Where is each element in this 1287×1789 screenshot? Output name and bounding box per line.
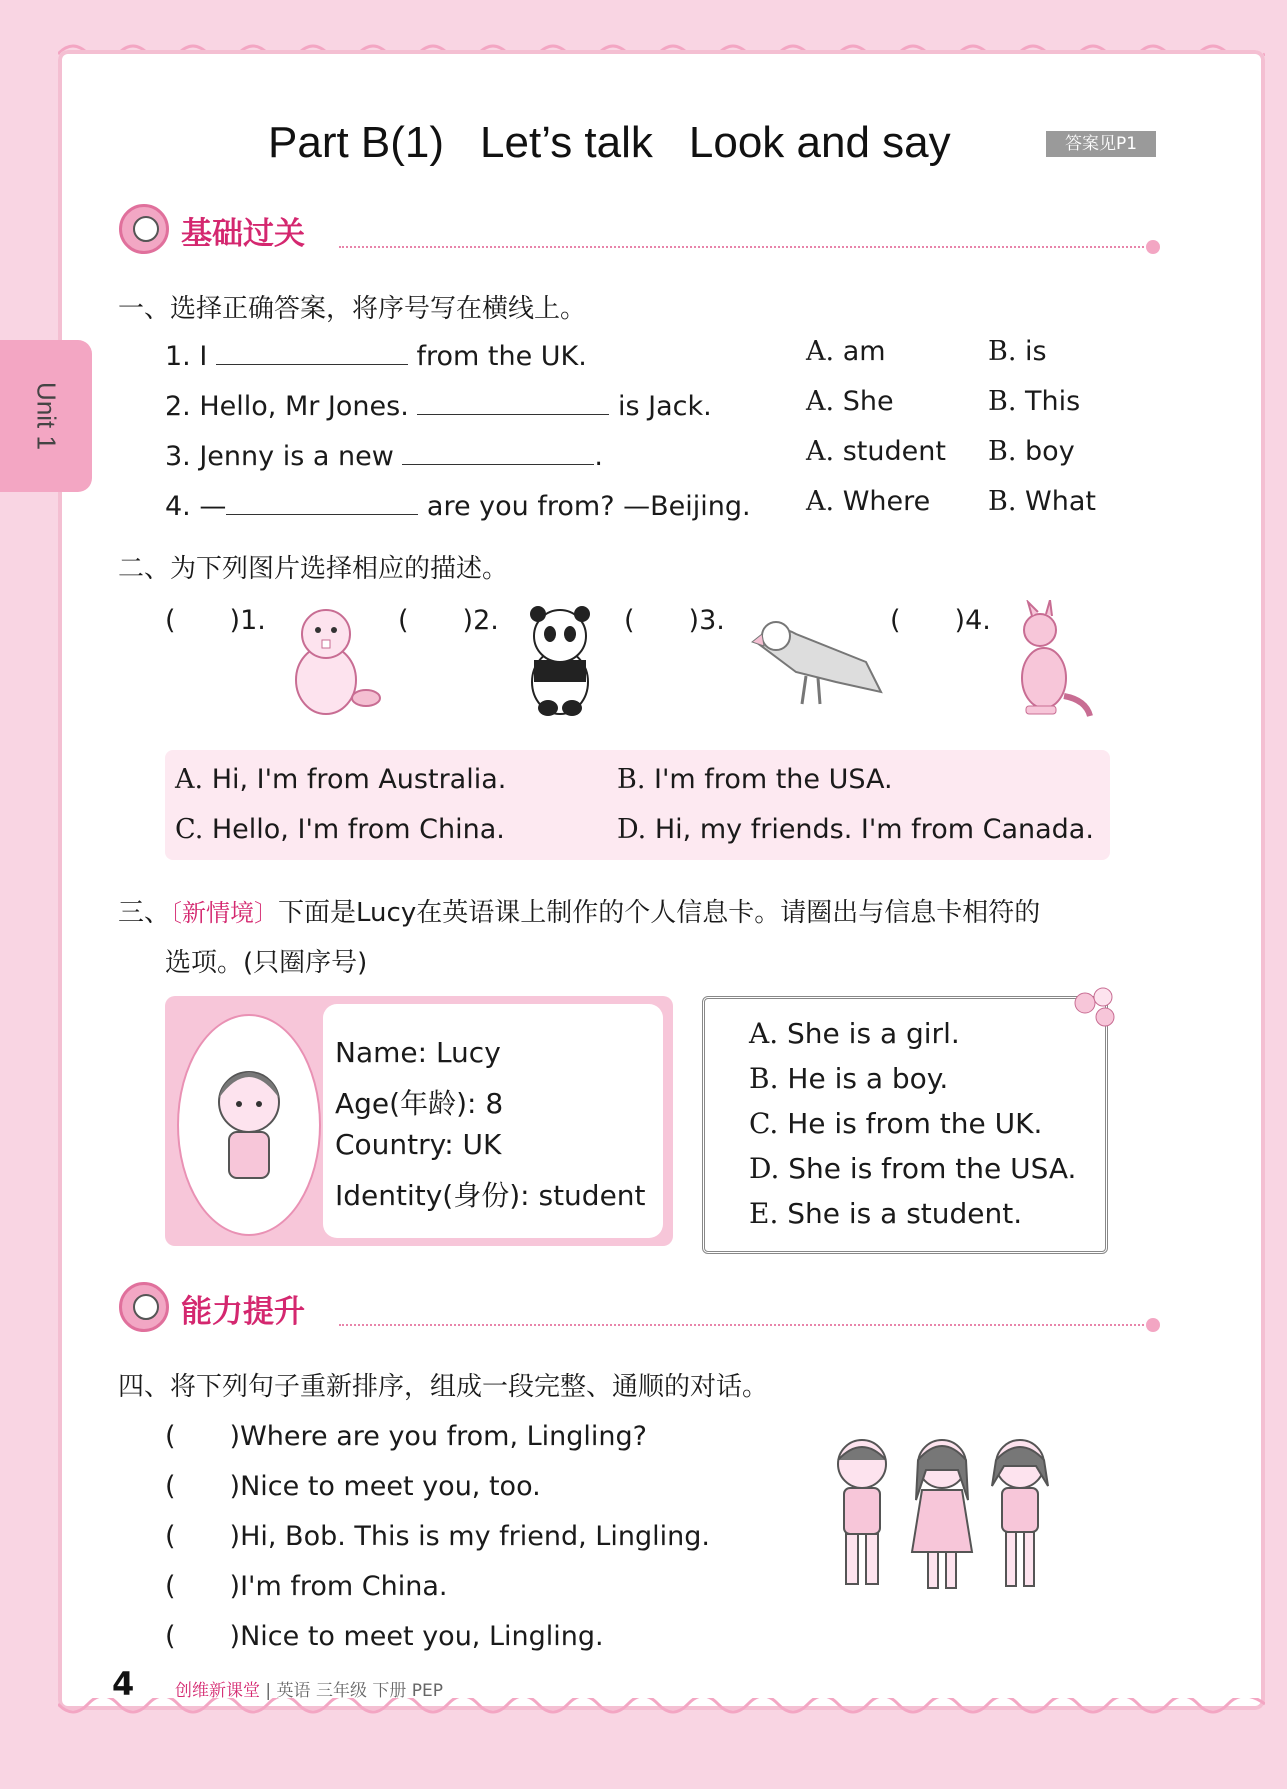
q2-answer-1[interactable] (165, 598, 266, 637)
kangaroo-icon (1010, 600, 1094, 720)
card-name: Name: Lucy (335, 1036, 501, 1069)
q1-item-3-post: . (594, 441, 603, 472)
option-text: is (1025, 336, 1047, 367)
bottom-wave-border (58, 1698, 1265, 1724)
option-text: She is from the USA. (788, 1152, 1077, 1185)
section-basic-header (115, 204, 1160, 260)
answer-blank[interactable] (417, 386, 609, 415)
q1-item-3-option-b[interactable] (988, 436, 1075, 467)
page-number: 4 (112, 1665, 135, 1703)
photo-oval (177, 1014, 321, 1236)
answer-blank[interactable] (226, 486, 418, 515)
choice-text: I'm from the USA. (654, 764, 893, 795)
option-text: This (1025, 386, 1081, 417)
q3-option-e[interactable] (749, 1197, 1022, 1230)
section-advanced-header (115, 1282, 1160, 1338)
divider-end-dot (1146, 1318, 1160, 1332)
title-part: Part B(1) (268, 118, 445, 167)
q1-item-1 (165, 336, 587, 372)
q1-item-2-option-b[interactable] (988, 386, 1080, 417)
choice-letter: A. (175, 764, 204, 795)
q1-item-4-pre: 4. — (165, 491, 227, 522)
option-text: Where (842, 486, 931, 517)
choice-text: Hi, my friends. I'm from Canada. (654, 814, 1094, 845)
choice-text: Hi, I'm from Australia. (211, 764, 507, 795)
dotted-divider (339, 246, 1144, 248)
q2-choice-b (617, 764, 893, 795)
option-letter: A. (749, 1017, 779, 1050)
dialogue-text: Nice to meet you, too. (240, 1471, 541, 1502)
q3-heading (118, 892, 1040, 929)
choice-letter: C. (175, 814, 204, 845)
option-letter: A. (806, 436, 835, 467)
choice-text: Hello, I'm from China. (211, 814, 505, 845)
q3-heading-2: 选项。(只圈序号) (165, 948, 368, 978)
q2-choice-d (617, 814, 1094, 845)
q1-item-2-post: is Jack. (609, 391, 712, 422)
choice-letter: D. (617, 814, 647, 845)
dialogue-text: I'm from China. (240, 1571, 448, 1602)
q2-answer-4[interactable] (890, 598, 991, 637)
option-letter: A. (806, 486, 835, 517)
option-letter: B. (749, 1062, 779, 1095)
item-number: 1. (240, 605, 266, 636)
card-age: Age(年龄): 8 (335, 1087, 504, 1120)
answer-paren: ( ) (624, 605, 700, 636)
page-title (268, 118, 951, 168)
beaver-icon (286, 600, 382, 718)
dialogue-text: Nice to meet you, Lingling. (240, 1621, 604, 1652)
item-number: 2. (473, 605, 499, 636)
q1-item-4-post: are you from? —Beijing. (418, 491, 751, 522)
q4-heading: 四、将下列句子重新排序，组成一段完整、通顺的对话。 (118, 1372, 769, 1402)
footer-edition: PEP (411, 1681, 444, 1701)
footer-separator: | (265, 1681, 272, 1701)
new-context-tag: 〔新情境〕 (170, 899, 279, 927)
q3-option-a[interactable] (749, 1017, 960, 1050)
dotted-divider (339, 1324, 1144, 1326)
footer-volume: 下册 (372, 1681, 407, 1701)
option-text: boy (1025, 436, 1075, 467)
answer-blank[interactable] (216, 336, 408, 365)
q1-item-2-pre: 2. Hello, Mr Jones. (165, 391, 418, 422)
q1-item-2 (165, 386, 712, 422)
answer-paren: ( ) (890, 605, 966, 636)
q2-choice-a (175, 764, 506, 795)
q3-option-d[interactable] (749, 1152, 1076, 1185)
q4-line-4[interactable] (165, 1564, 447, 1603)
answer-paren: ( ) (165, 1521, 241, 1552)
eagle-icon (746, 612, 886, 712)
lucy-info-card (165, 996, 673, 1246)
q1-item-1-option-a[interactable] (806, 336, 886, 367)
item-number: 4. (965, 605, 991, 636)
option-text: She is a student. (787, 1197, 1023, 1230)
unit-tab-label: Unit 1 (31, 382, 62, 450)
panda-icon (520, 602, 604, 718)
lucy-girl-icon (179, 1016, 319, 1234)
q1-item-4 (165, 486, 751, 522)
q1-item-3-pre: 3. Jenny is a new (165, 441, 403, 472)
option-text: am (842, 336, 886, 367)
card-country: Country: UK (335, 1128, 502, 1161)
q1-item-1-option-b[interactable] (988, 336, 1047, 367)
option-text: What (1025, 486, 1096, 517)
three-children-icon (822, 1430, 1062, 1600)
answer-paren: ( ) (165, 605, 241, 636)
flower-decoration-icon (1065, 983, 1125, 1033)
q2-answer-2[interactable] (398, 598, 499, 637)
q3-options-frame (702, 996, 1108, 1254)
q2-choice-c (175, 814, 505, 845)
q3-option-b[interactable] (749, 1062, 948, 1095)
choice-letter: B. (617, 764, 646, 795)
q4-line-5[interactable] (165, 1614, 604, 1653)
dialogue-text: Where are you from, Lingling? (240, 1421, 648, 1452)
q1-item-3 (165, 436, 603, 472)
teacher-avatar-icon (119, 1282, 169, 1332)
option-letter: E. (749, 1197, 779, 1230)
q3-prefix: 三、 (118, 898, 171, 928)
answer-paren: ( ) (165, 1471, 241, 1502)
q2-heading: 二、为下列图片选择相应的描述。 (118, 554, 509, 584)
option-letter: B. (988, 436, 1017, 467)
q2-choices-box (165, 750, 1110, 860)
item-number: 3. (699, 605, 725, 636)
q2-answer-3[interactable] (624, 598, 725, 637)
teacher-avatar-icon (119, 204, 169, 254)
option-letter: A. (806, 336, 835, 367)
divider-end-dot (1146, 240, 1160, 254)
unit-tab (0, 340, 92, 492)
q1-heading: 一、选择正确答案，将序号写在横线上。 (118, 294, 587, 324)
answer-paren: ( ) (165, 1571, 241, 1602)
option-letter: B. (988, 386, 1017, 417)
q4-line-1[interactable] (165, 1414, 647, 1453)
q1-item-3-option-a[interactable] (806, 436, 946, 467)
q4-line-3[interactable] (165, 1514, 710, 1553)
option-text: student (842, 436, 946, 467)
q4-line-2[interactable] (165, 1464, 541, 1503)
q1-item-4-option-b[interactable] (988, 486, 1096, 517)
option-letter: B. (988, 486, 1017, 517)
title-look: Look and say (688, 118, 951, 167)
q1-item-4-option-a[interactable] (806, 486, 930, 517)
answer-blank[interactable] (402, 436, 594, 465)
q1-item-1-post: from the UK. (407, 341, 587, 372)
option-letter: C. (749, 1107, 779, 1140)
answer-paren: ( ) (165, 1621, 241, 1652)
answer-badge: 答案见P1 (1046, 131, 1156, 157)
section-basic-label: 基础过关 (181, 216, 305, 252)
option-letter: D. (749, 1152, 780, 1185)
q1-item-1-pre: 1. I (165, 341, 216, 372)
section-advanced-label: 能力提升 (181, 1294, 305, 1330)
footer-grade: 三年级 (315, 1681, 367, 1701)
card-identity: Identity(身份): student (335, 1179, 646, 1212)
option-text: He is from the UK. (787, 1107, 1043, 1140)
q3-option-c[interactable] (749, 1107, 1042, 1140)
footer-brand: 创维新课堂 (175, 1681, 260, 1701)
option-text: He is a boy. (787, 1062, 949, 1095)
option-letter: A. (806, 386, 835, 417)
title-talk: Let’s talk (480, 118, 653, 167)
q3-heading-text: 下面是Lucy在英语课上制作的个人信息卡。请圈出与信息卡相符的 (278, 898, 1041, 928)
option-text: She is a girl. (787, 1017, 960, 1050)
q1-item-2-option-a[interactable] (806, 386, 894, 417)
answer-paren: ( ) (398, 605, 474, 636)
answer-paren: ( ) (165, 1421, 241, 1452)
option-text: She (842, 386, 894, 417)
dialogue-text: Hi, Bob. This is my friend, Lingling. (240, 1521, 710, 1552)
option-letter: B. (988, 336, 1017, 367)
footer-subject: 英语 (276, 1681, 311, 1701)
footer-info (175, 1676, 443, 1701)
card-text-panel (323, 1004, 663, 1238)
